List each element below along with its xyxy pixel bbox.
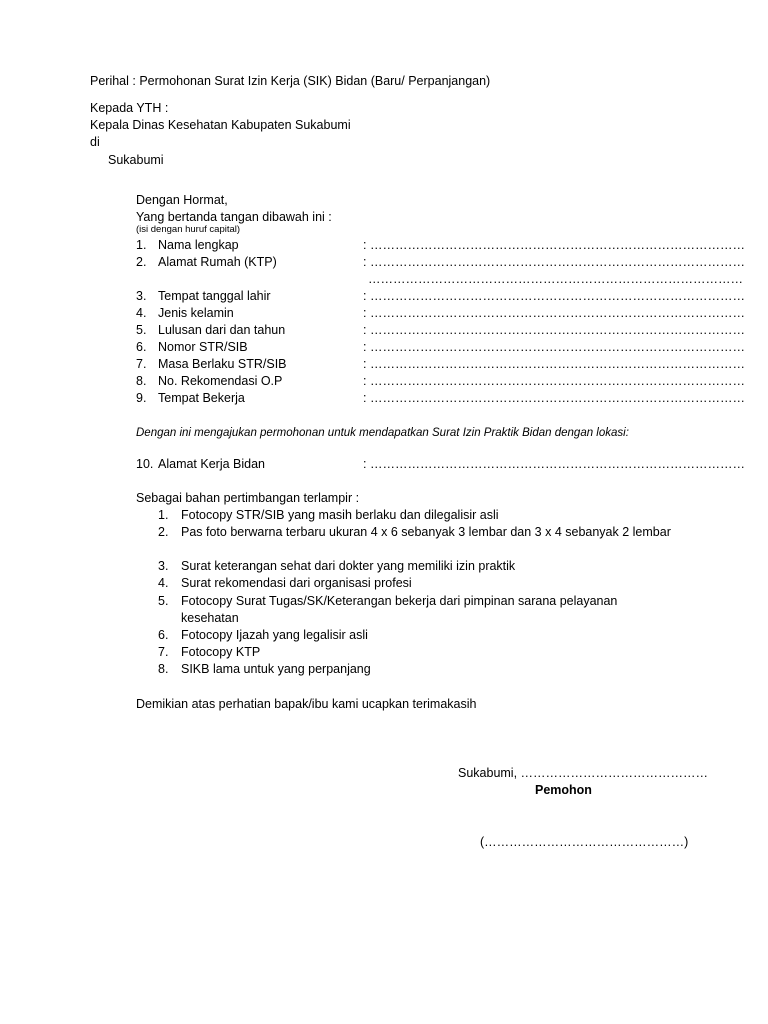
field-number: 10.	[136, 457, 154, 471]
field-number: 8.	[136, 374, 147, 388]
intro-text: Yang bertanda tangan dibawah ini :	[136, 210, 332, 224]
recipient-city: Sukabumi	[108, 153, 164, 167]
field-value[interactable]: : ………………………………………………………………………………	[363, 340, 745, 354]
field-number: 2.	[136, 255, 147, 269]
list-text: Fotocopy KTP	[181, 645, 261, 659]
field-value[interactable]: : ………………………………………………………………………………	[363, 238, 745, 252]
field-value[interactable]: : ………………………………………………………………………………	[363, 391, 745, 405]
field-value[interactable]: : ………………………………………………………………………………	[363, 457, 745, 471]
field-row	[136, 373, 745, 390]
field-row	[136, 390, 745, 407]
list-number: 7.	[158, 645, 169, 659]
field-row	[136, 322, 745, 339]
field-label: Alamat Kerja Bidan	[158, 457, 266, 471]
letter-subject: Perihal : Permohonan Surat Izin Kerja (SIK) Bidan (Baru/ Perpanjangan)	[90, 74, 491, 88]
field-value[interactable]: : ………………………………………………………………………………	[363, 289, 745, 303]
field-value[interactable]: : ………………………………………………………………………………	[363, 255, 745, 269]
request-statement: Dengan ini mengajukan permohonan untuk mendapatkan Surat Izin Praktik Bidan dengan lokasi:	[136, 427, 629, 439]
field-row-continuation	[136, 271, 743, 288]
field-row	[136, 305, 745, 322]
list-item	[158, 661, 678, 678]
field-value[interactable]: : ………………………………………………………………………………	[363, 306, 745, 320]
list-text: Surat rekomendasi dari organisasi profesi	[181, 576, 412, 590]
recipient-salutation: Kepada YTH :	[90, 101, 169, 115]
field-number: 6.	[136, 340, 147, 354]
field-number: 3.	[136, 289, 147, 303]
list-text: SIKB lama untuk yang perpanjang	[181, 662, 371, 676]
list-text: Fotocopy Surat Tugas/SK/Keterangan bekerja dari pimpinan sarana pelayanan kesehatan	[181, 594, 618, 625]
list-text: Fotocopy STR/SIB yang masih berlaku dan dilegalisir asli	[181, 508, 499, 522]
field-label: Masa Berlaku STR/SIB	[158, 357, 287, 371]
field-row	[136, 254, 745, 271]
list-text: Fotocopy Ijazah yang legalisir asli	[181, 628, 368, 642]
field-value-continuation[interactable]: ………………………………………………………………………………	[368, 272, 743, 286]
signature-name-line[interactable]: (…………………………………………)	[480, 835, 689, 849]
list-item	[158, 507, 678, 524]
field-row	[136, 339, 745, 356]
list-item	[158, 524, 678, 558]
list-text: Pas foto berwarna terbaru ukuran 4 x 6 sebanyak 3 lembar dan 3 x 4 sebanyak 2 lembar	[181, 525, 671, 539]
work-location-row	[136, 456, 745, 473]
list-text: Surat keterangan sehat dari dokter yang memiliki izin praktik	[181, 559, 516, 573]
capital-letters-note: (isi dengan huruf capital)	[136, 224, 241, 235]
list-number: 3.	[158, 559, 169, 573]
recipient-name: Kepala Dinas Kesehatan Kabupaten Sukabumi	[90, 118, 351, 132]
field-label: Lulusan dari dan tahun	[158, 323, 286, 337]
field-label: Alamat Rumah (KTP)	[158, 255, 277, 269]
recipient-at: di	[90, 135, 100, 149]
list-item	[158, 558, 678, 575]
field-row	[136, 237, 745, 254]
closing-statement: Demikian atas perhatian bapak/ibu kami ucapkan terimakasih	[136, 697, 477, 711]
signature-place-date[interactable]: Sukabumi, ………………………………………	[458, 766, 709, 780]
field-number: 1.	[136, 238, 147, 252]
list-item	[158, 627, 678, 644]
field-label: Tempat Bekerja	[158, 391, 245, 405]
list-number: 4.	[158, 576, 169, 590]
list-number: 2.	[158, 525, 169, 539]
field-value[interactable]: : ………………………………………………………………………………	[363, 323, 745, 337]
field-number: 9.	[136, 391, 147, 405]
field-number: 4.	[136, 306, 147, 320]
field-label: Nama lengkap	[158, 238, 239, 252]
field-number: 5.	[136, 323, 147, 337]
list-item	[158, 575, 678, 592]
list-item	[158, 593, 678, 627]
list-item	[158, 644, 678, 661]
field-label: Nomor STR/SIB	[158, 340, 248, 354]
field-row	[136, 288, 745, 305]
field-label: Tempat tanggal lahir	[158, 289, 271, 303]
greeting: Dengan Hormat,	[136, 193, 228, 207]
field-number: 7.	[136, 357, 147, 371]
field-label: Jenis kelamin	[158, 306, 234, 320]
field-row	[136, 356, 745, 373]
list-number: 6.	[158, 628, 169, 642]
field-value[interactable]: : ………………………………………………………………………………	[363, 374, 745, 388]
list-number: 8.	[158, 662, 169, 676]
field-label: No. Rekomendasi O.P	[158, 374, 283, 388]
list-number: 5.	[158, 594, 169, 608]
field-value[interactable]: : ………………………………………………………………………………	[363, 357, 745, 371]
list-number: 1.	[158, 508, 169, 522]
signature-role: Pemohon	[535, 783, 592, 797]
attachments-title: Sebagai bahan pertimbangan terlampir :	[136, 491, 360, 505]
